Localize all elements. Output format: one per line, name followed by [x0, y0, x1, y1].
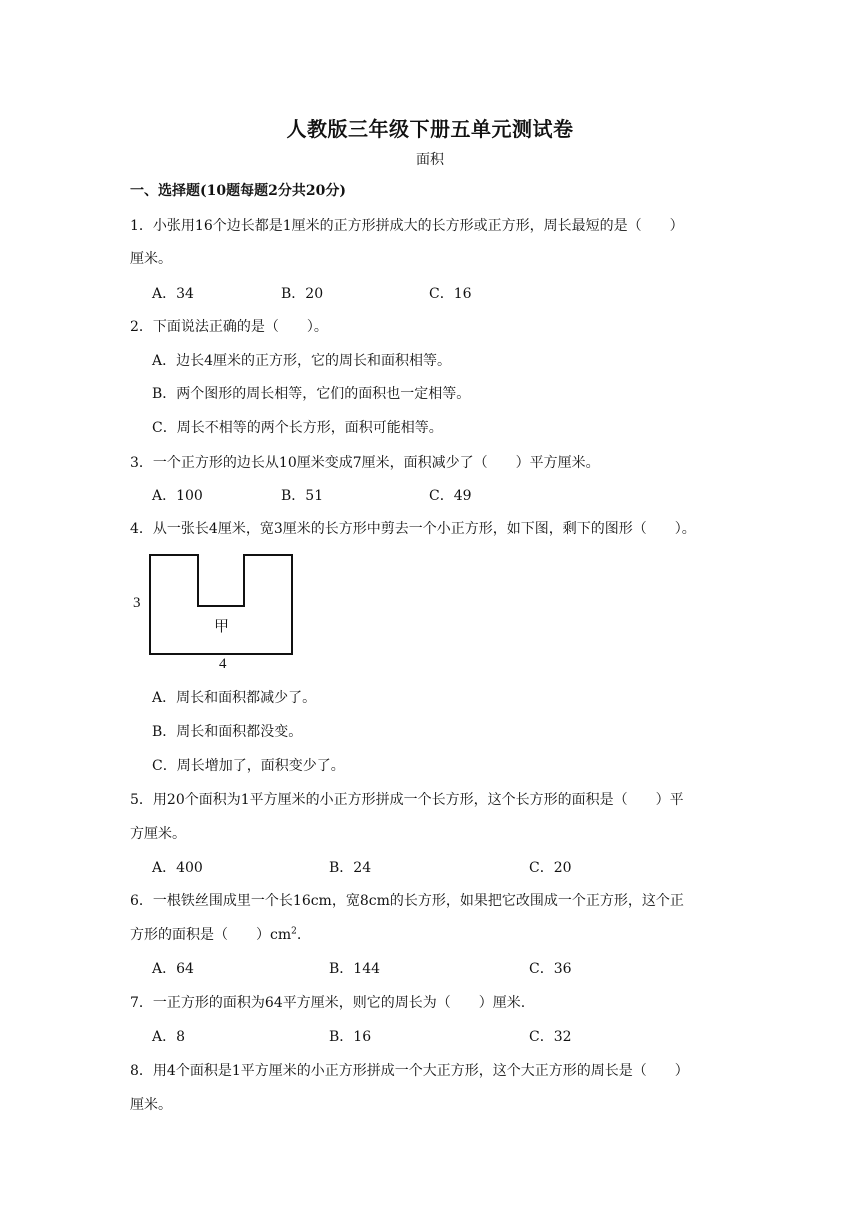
- question-1-text: 1．小张用16个边长都是1厘米的正方形拼成大的长方形或正方形，周长最短的是（ ）: [130, 218, 684, 234]
- question-1-option-a: A．34: [152, 286, 194, 302]
- question-7-option-c: C．32: [529, 1029, 572, 1045]
- question-7-text: 7．一正方形的面积为64平方厘米，则它的周长为（ ）厘米.: [130, 995, 526, 1011]
- question-2-option-a: A．边长4厘米的正方形，它的周长和面积相等。: [152, 353, 452, 369]
- question-5-option-c: C．20: [529, 860, 572, 876]
- question-4-option-c: C．周长增加了，面积变少了。: [152, 758, 345, 774]
- figure-inner-label: 甲: [214, 617, 230, 635]
- question-3-option-a: A．100: [152, 488, 203, 504]
- question-6-option-a: A．64: [152, 961, 194, 977]
- question-5-option-b: B．24: [329, 860, 372, 876]
- question-5-text-cont: 方厘米。: [130, 826, 186, 842]
- question-5-text: 5．用20个面积为1平方厘米的小正方形拼成一个长方形，这个长方形的面积是（ ）平: [130, 792, 684, 808]
- question-7-option-b: B．16: [329, 1029, 372, 1045]
- question-6-text-cont-main: 方形的面积是（ ）cm: [130, 927, 292, 943]
- question-5-option-a: A．400: [152, 860, 203, 876]
- question-8-text-cont: 厘米。: [130, 1097, 172, 1113]
- figure-side-label: 3: [133, 595, 141, 611]
- question-3-option-b: B．51: [281, 488, 324, 504]
- question-6-option-c: C．36: [529, 961, 572, 977]
- question-8-text: 8．用4个面积是1平方厘米的小正方形拼成一个大正方形，这个大正方形的周长是（ ）: [130, 1063, 689, 1079]
- question-1-option-c: C．16: [429, 286, 472, 302]
- question-2-text: 2．下面说法正确的是（ ）。: [130, 319, 328, 335]
- question-4-text: 4．从一张长4厘米，宽3厘米的长方形中剪去一个小正方形，如下图，剩下的图形（ ）。: [130, 521, 696, 537]
- question-4-option-a: A．周长和面积都减少了。: [152, 690, 317, 706]
- question-2-option-b: B．两个图形的周长相等，它们的面积也一定相等。: [152, 386, 471, 402]
- question-6-text-cont-end: .: [296, 927, 302, 943]
- cut-rectangle-figure: [128, 548, 308, 678]
- question-7-option-a: A．8: [152, 1029, 186, 1045]
- page-subtitle: 面积: [416, 152, 444, 168]
- question-1-option-b: B．20: [281, 286, 324, 302]
- question-3-text: 3．一个正方形的边长从10厘米变成7厘米，面积减少了（ ）平方厘米。: [130, 455, 600, 471]
- question-3-option-c: C．49: [429, 488, 472, 504]
- page-title: 人教版三年级下册五单元测试卷: [286, 117, 574, 141]
- question-1-text-cont: 厘米。: [130, 251, 172, 267]
- section-heading: 一、选择题(10题每题2分共20分): [130, 183, 346, 199]
- question-6-text: 6．一根铁丝围成里一个长16cm，宽8cm的长方形，如果把它改围成一个正方形，这个正: [130, 893, 684, 909]
- figure-outline: [150, 555, 292, 654]
- figure-bottom-label: 4: [219, 656, 227, 672]
- question-6-option-b: B．144: [329, 961, 381, 977]
- question-4-option-b: B．周长和面积都没变。: [152, 724, 303, 740]
- question-2-option-c: C．周长不相等的两个长方形，面积可能相等。: [152, 420, 443, 436]
- superscript-two: 2: [291, 926, 297, 937]
- question-6-text-cont: [130, 924, 301, 944]
